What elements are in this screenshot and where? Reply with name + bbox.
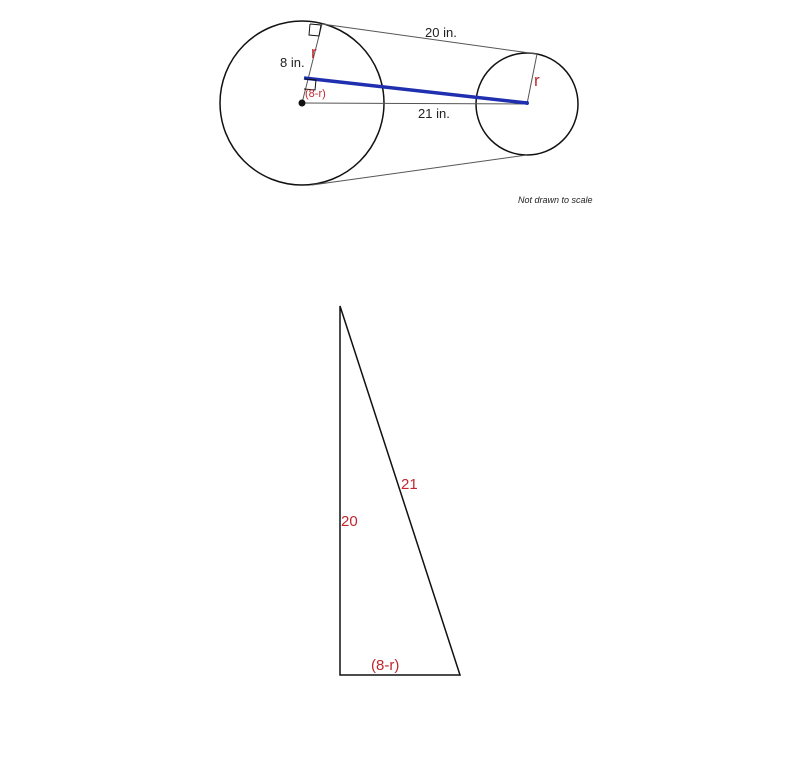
r-label-left: r: [311, 43, 317, 62]
hypotenuse-label: 21: [401, 476, 418, 493]
center-distance-line: [302, 103, 527, 104]
not-to-scale-note: Not drawn to scale: [518, 195, 593, 205]
r-label-right: r: [534, 71, 540, 90]
right-triangle: [340, 306, 460, 675]
large-center-point: [299, 100, 306, 107]
tangent-length-label: 20 in.: [425, 25, 457, 40]
right-angle-marker-top: [309, 24, 321, 36]
triangle-shape: [340, 306, 460, 675]
horizontal-leg-label: (8-r): [371, 657, 400, 674]
large-radius-label: 8 in.: [280, 55, 305, 70]
small-center-point: [525, 101, 529, 105]
bottom-tangent-line: [312, 155, 527, 185]
center-distance-label: 21 in.: [418, 106, 450, 121]
vertical-leg-label: 20: [341, 513, 358, 530]
highlight-segment: [304, 78, 527, 103]
difference-label: (8-r): [305, 88, 326, 100]
pulley-diagram: [220, 21, 593, 205]
